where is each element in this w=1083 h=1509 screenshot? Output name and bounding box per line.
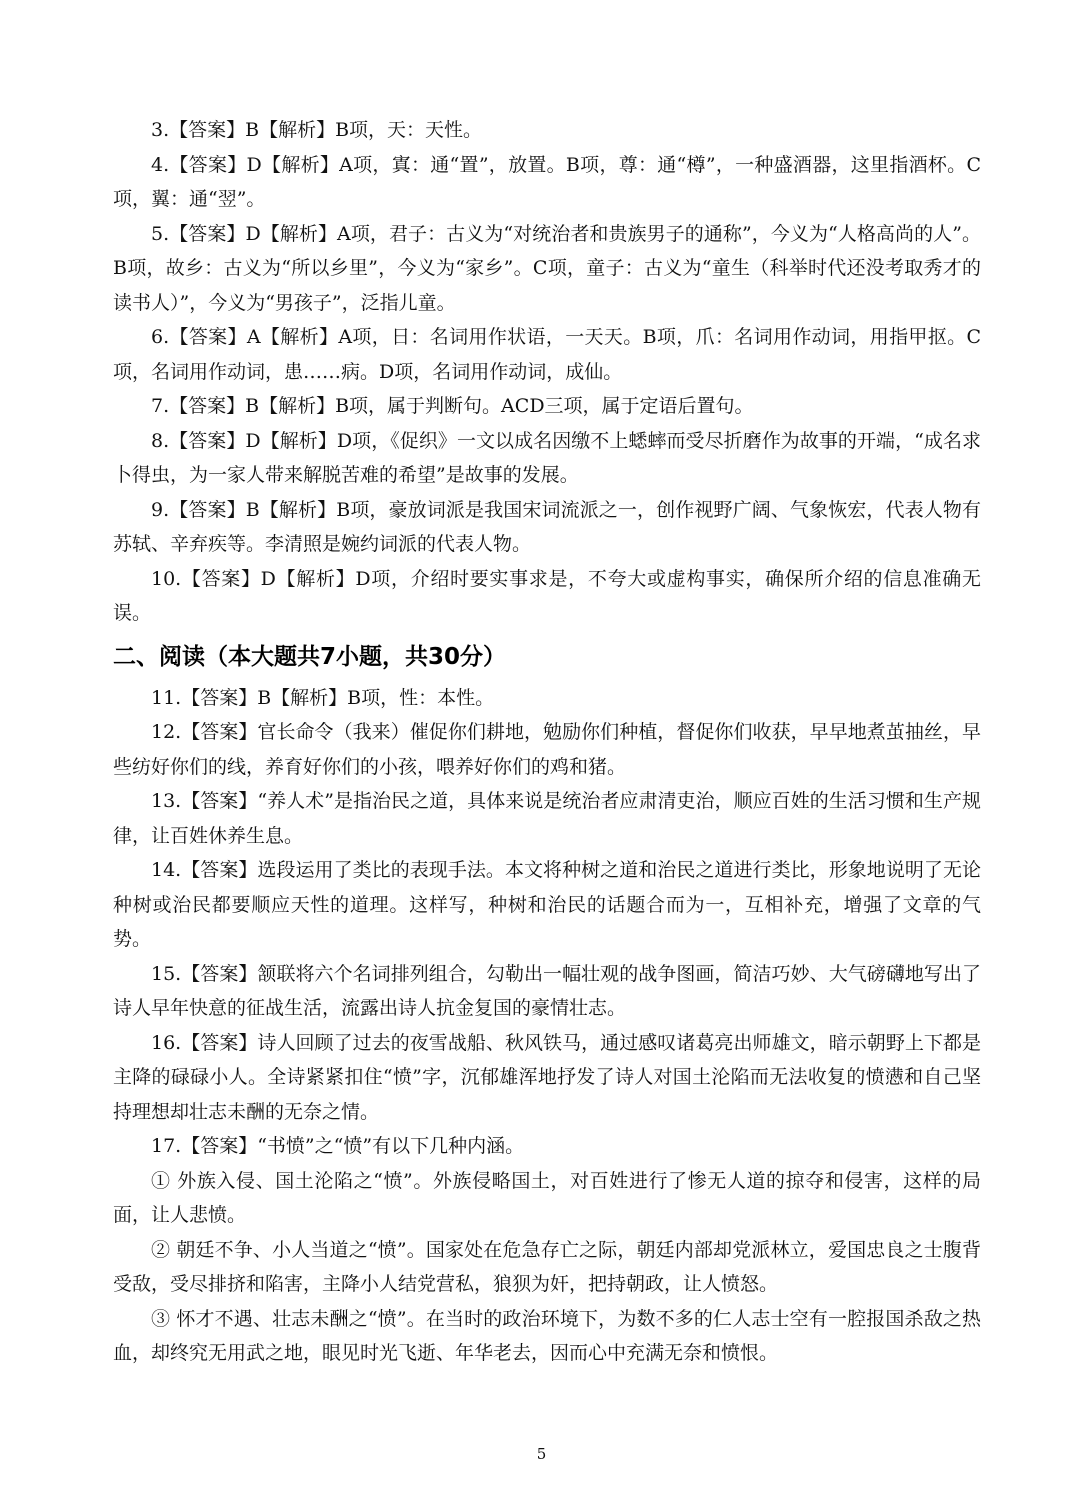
answer-item-8: 8.【答案】D【解析】D项，《促织》一文以成名因缴不上蟋蟀而受尽折磨作为故事的开端，“成名求卜得虫，为一家人带来解脱苦难的希望”是故事的发展。	[113, 429, 981, 486]
answer-item-17-point-2: ② 朝廷不争、小人当道之“愤”。国家处在危急存亡之际，朝廷内部却党派林立，爱国忠良之士腹背受敌，受尽排挤和陷害，主降小人结党营私，狼狈为奸，把持朝政，让人愤怒。	[113, 1238, 981, 1295]
answer-item-13: 13.【答案】“养人术”是指治民之道，具体来说是统治者应肃清吏治，顺应百姓的生活习惯和生产规律，让百姓休养生息。	[113, 790, 981, 847]
section-heading-reading: 二、阅读（本大题共7小题，共30分）	[113, 643, 507, 670]
answer-item-5: 5.【答案】D【解析】A项，君子：古义为“对统治者和贵族男子的通称”，今义为“人格高尚的人”。B项，故乡：古义为“所以乡里”，今义为“家乡”。C项，童子：古义为“童生（科举时代还没考取秀才的读书人）”，今义为“男孩子”，泛指儿童。	[113, 222, 981, 314]
answer-item-9: 9.【答案】B【解析】B项，豪放词派是我国宋词流派之一，创作视野广阔、气象恢宏，代表人物有苏轼、辛弃疾等。李清照是婉约词派的代表人物。	[113, 498, 981, 555]
answer-item-14: 14.【答案】选段运用了类比的表现手法。本文将种树之道和治民之道进行类比，形象地说明了无论种树或治民都要顺应天性的道理。这样写，种树和治民的话题合而为一，互相补充，增强了文章的气势。	[113, 859, 981, 950]
answer-item-17-point-3: ③ 怀才不遇、壮志未酬之“愤”。在当时的政治环境下，为数不多的仁人志士空有一腔报国杀敌之热血，却终究无用武之地，眼见时光飞逝、年华老去，因而心中充满无奈和愤恨。	[113, 1307, 981, 1364]
answer-document	[113, 113, 981, 1371]
answer-item-4: 4.【答案】D【解析】A项，寘：通“置”，放置。B项，尊：通“樽”，一种盛酒器，这里指酒杯。C项，翼：通“翌”。	[113, 153, 981, 210]
answer-item-12: 12.【答案】官长命令（我来）催促你们耕地，勉励你们种植，督促你们收获，早早地煮茧抽丝，早些纺好你们的线，养育好你们的小孩，喂养好你们的鸡和猪。	[113, 721, 981, 778]
answer-item-16: 16.【答案】诗人回顾了过去的夜雪战船、秋风铁马，通过感叹诸葛亮出师雄文，暗示朝野上下都是主降的碌碌小人。全诗紧紧扣住“愤”字，沉郁雄浑地抒发了诗人对国土沦陷而无法收复的愤懑和自己坚持理想却壮志未酬的无奈之情。	[113, 1031, 981, 1123]
answer-item-17: 17.【答案】“书愤”之“愤”有以下几种内涵。	[151, 1135, 525, 1157]
answer-item-3: 3.【答案】B【解析】B项，天：天性。	[151, 119, 483, 141]
page-number: 5	[536, 1445, 547, 1463]
answer-item-15: 15.【答案】颔联将六个名词排列组合，勾勒出一幅壮观的战争图画，简洁巧妙、大气磅礴地写出了诗人早年快意的征战生活，流露出诗人抗金复国的豪情壮志。	[113, 962, 981, 1019]
answer-item-11: 11.【答案】B【解析】B项，性：本性。	[151, 686, 495, 709]
answer-item-10: 10.【答案】D【解析】D项，介绍时要实事求是，不夸大或虚构事实，确保所介绍的信息准确无误。	[113, 567, 981, 624]
answer-item-17-point-1: ① 外族入侵、国土沦陷之“愤”。外族侵略国土，对百姓进行了惨无人道的掠夺和侵害，这样的局面，让人悲愤。	[113, 1169, 981, 1226]
answer-item-6: 6.【答案】A【解析】A项，日：名词用作状语，一天天。B项，爪：名词用作动词，用指甲抠。C项，名词用作动词，患……病。D项，名词用作动词，成仙。	[113, 326, 981, 383]
answer-item-7: 7.【答案】B【解析】B项，属于判断句。ACD三项，属于定语后置句。	[151, 395, 754, 417]
